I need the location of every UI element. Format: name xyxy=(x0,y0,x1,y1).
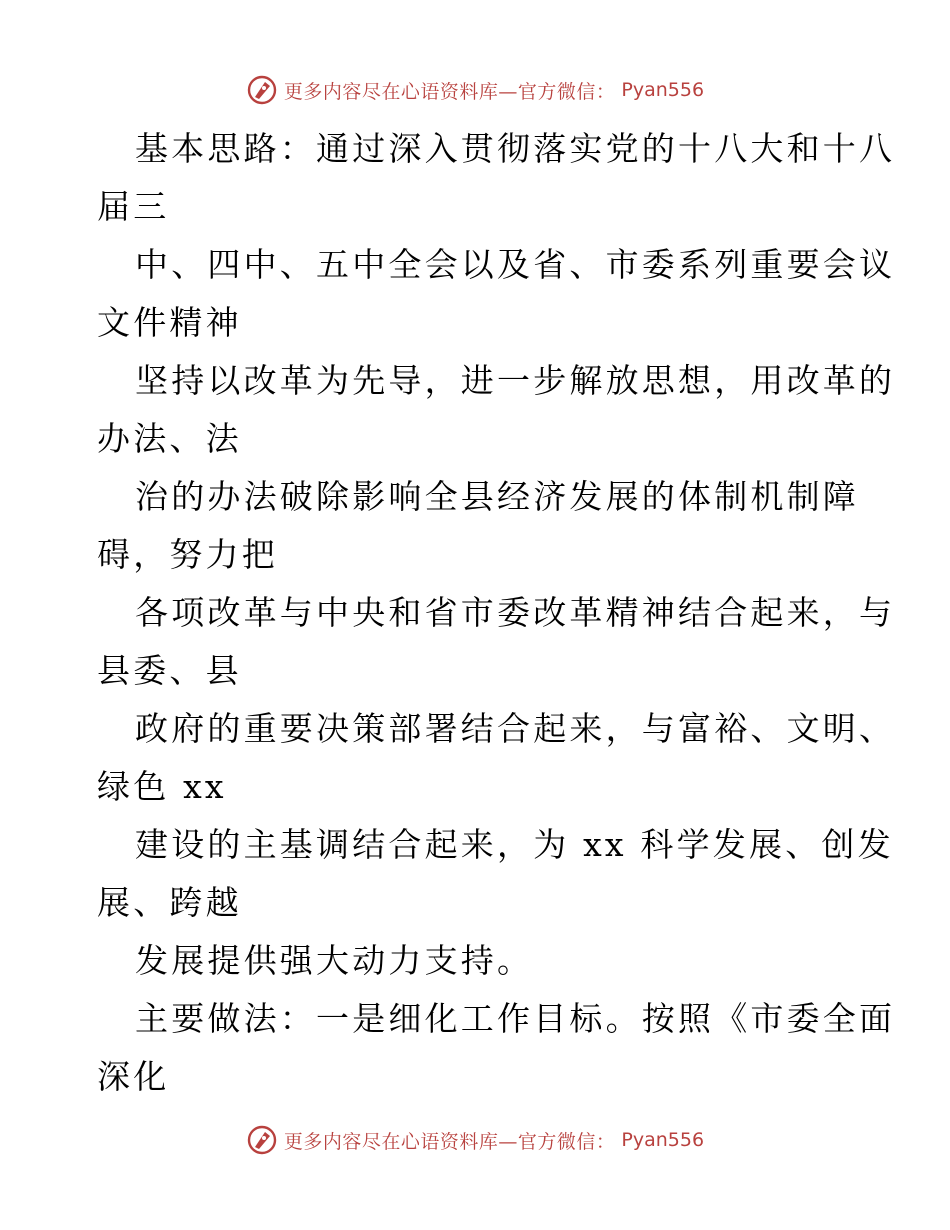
pen-nib-circle-icon xyxy=(246,74,278,106)
body-line: 中、四中、五中全会以及省、市委系列重要会议 xyxy=(135,245,896,284)
body-line: 坚持以改革为先导，进一步解放思想，用改革的 xyxy=(135,361,896,400)
body-line: 治的办法破除影响全县经济发展的体制机制障 xyxy=(135,477,859,516)
body-line: 县委、县 xyxy=(97,651,242,690)
body-line: 绿色 xx xyxy=(97,767,227,806)
header-banner-content xyxy=(246,74,704,106)
body-line: 碍，努力把 xyxy=(97,535,278,574)
header-banner xyxy=(0,70,950,110)
body-line: 展、跨越 xyxy=(97,883,242,922)
body-line: 办法、法 xyxy=(97,419,242,458)
footer-banner-wechat-id: Pyan556 xyxy=(621,1129,705,1151)
body-line: 深化 xyxy=(97,1057,170,1096)
body-line: 主要做法：一是细化工作目标。按照《市委全面 xyxy=(135,999,896,1038)
body-line: 届三 xyxy=(97,187,170,226)
body-line: 建设的主基调结合起来，为 xx 科学发展、创发 xyxy=(135,825,894,864)
footer-banner-content xyxy=(246,1124,704,1156)
pen-nib-circle-icon xyxy=(246,1124,278,1156)
footer-banner xyxy=(0,1120,950,1160)
body-line: 各项改革与中央和省市委改革精神结合起来，与 xyxy=(135,593,896,632)
document-body xyxy=(97,120,896,1106)
header-banner-text: 更多内容尽在心语资料库—官方微信： xyxy=(283,80,616,103)
body-line: 发展提供强大动力支持。 xyxy=(135,941,534,980)
body-line: 基本思路：通过深入贯彻落实党的十八大和十八 xyxy=(135,129,896,168)
body-line: 政府的重要决策部署结合起来，与富裕、文明、 xyxy=(135,709,896,748)
footer-banner-text: 更多内容尽在心语资料库—官方微信： xyxy=(283,1130,616,1153)
header-banner-wechat-id: Pyan556 xyxy=(621,79,705,101)
body-line: 文件精神 xyxy=(97,303,242,342)
